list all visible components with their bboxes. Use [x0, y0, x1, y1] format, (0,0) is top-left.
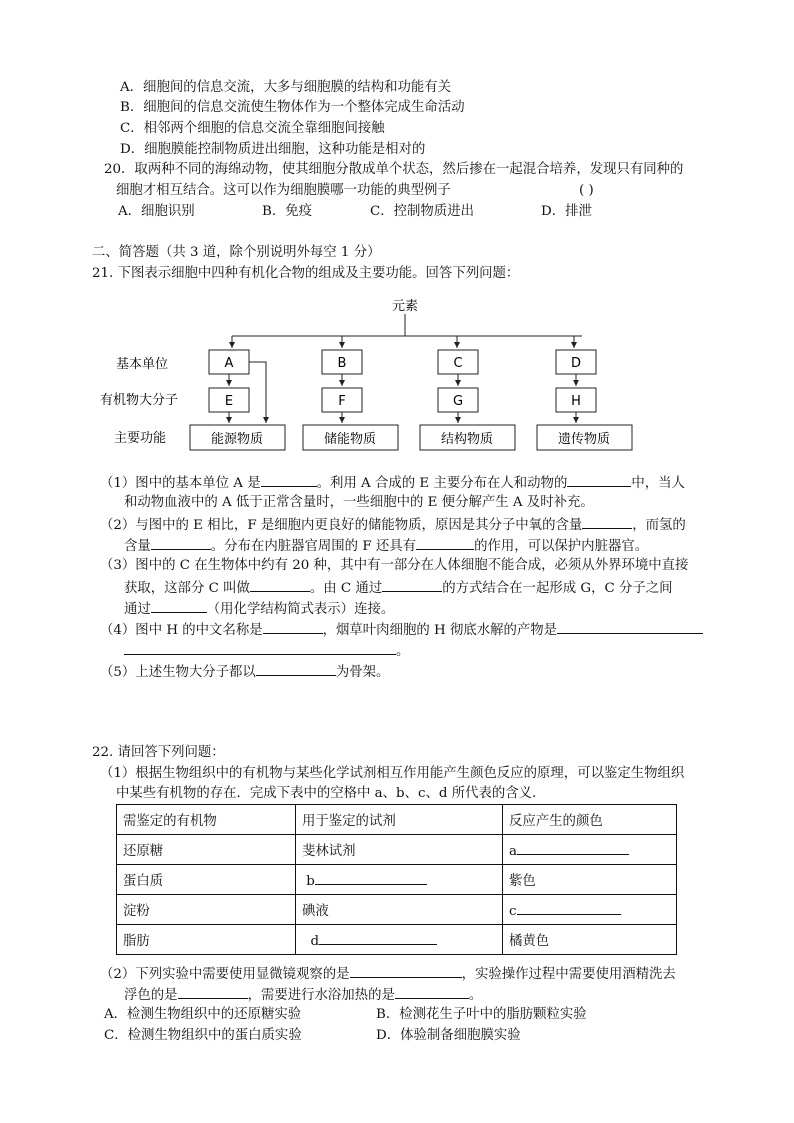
- q22-part2-line1: [100, 963, 676, 985]
- answer-blank-12[interactable]: [350, 963, 462, 978]
- q21-p4-text-b: ，烟草叶肉细胞的 H 彻底水解的产物是: [322, 623, 558, 638]
- answer-blank-d[interactable]: [319, 930, 437, 945]
- q22-option-a: A．检测生物组织中的还原糖实验: [104, 1007, 302, 1022]
- q22-part2-line2: [124, 984, 482, 1006]
- q20-answer-paren: ( ): [579, 183, 594, 198]
- q21-p3-text-b: 获取，这部分 C 叫做: [124, 581, 250, 596]
- q21-part3-line2: [124, 577, 673, 599]
- q21-p3-text-f: （用化学结构简式表示）连接。: [206, 602, 395, 617]
- blank-label-c: c: [509, 904, 517, 919]
- table-header-cell: 用于鉴定的试剂: [296, 805, 503, 835]
- q22-part1-line1: （1）根据生物组织中的有机物与某些化学试剂相互作用能产生颜色反应的原理，可以鉴定生物组织: [100, 766, 685, 781]
- answer-blank-8[interactable]: [151, 598, 207, 613]
- q21-p5-text-b: 为骨架。: [335, 665, 390, 680]
- answer-blank-5[interactable]: [416, 535, 474, 550]
- q22-p2-text-d: ，需要进行水浴加热的是: [247, 988, 395, 1003]
- q22-option-b: B．检测花生子叶中的脂肪颗粒实验: [376, 1007, 587, 1022]
- answer-blank-7[interactable]: [382, 577, 442, 592]
- q21-p1-text-a: （1）图中的基本单位 A 是: [100, 476, 261, 491]
- answer-blank-13[interactable]: [178, 984, 248, 999]
- answer-blank-b[interactable]: [315, 870, 427, 885]
- q20-stem-line2: 细胞才相互结合。这可以作为细胞膜哪一功能的典型例子: [116, 183, 451, 198]
- unit-b: B: [337, 356, 347, 371]
- q22-option-c: C．检测生物组织中的蛋白质实验: [104, 1028, 302, 1043]
- q21-part1-line2: 和动物血液中的 A 低于正常含量时，一些细胞中的 E 便分解产生 A 及时补充。: [124, 495, 594, 510]
- table-header-cell: 反应产生的颜色: [503, 805, 677, 835]
- row-label-function: 主要功能: [114, 431, 167, 446]
- answer-blank-10-cont[interactable]: [124, 640, 396, 655]
- table-cell: 还原糖: [117, 835, 296, 865]
- blank-label-a: a: [509, 844, 517, 859]
- table-header-cell: 需鉴定的有机物: [117, 805, 296, 835]
- table-row: [117, 895, 677, 925]
- answer-blank-9[interactable]: [263, 619, 323, 634]
- answer-blank-c[interactable]: [517, 900, 621, 915]
- answer-blank-14[interactable]: [395, 984, 469, 999]
- table-cell: 蛋白质: [117, 865, 296, 895]
- table-cell: 紫色: [503, 865, 677, 895]
- q21-p3-text-e: 通过: [124, 602, 151, 617]
- answer-blank-10[interactable]: [557, 619, 703, 634]
- table-cell-blank: [503, 835, 677, 865]
- q20-stem-line1: 20．取两种不同的海绵动物，使其细胞分散成单个状态，然后掺在一起混合培养，发现只有同种的: [104, 162, 684, 177]
- unit-d: D: [570, 356, 582, 371]
- function-storage: 储能物质: [323, 432, 377, 447]
- q21-p2-text-d: 。分布在内脏器官周围的 F 还具有: [210, 539, 417, 554]
- q21-p1-text-c: 中，当人: [631, 476, 685, 491]
- answer-blank-6[interactable]: [250, 577, 310, 592]
- q21-p2-text-e: 的作用，可以保护内脏器官。: [474, 539, 649, 554]
- table-cell: 橘黄色: [503, 925, 677, 955]
- function-structure: 结构物质: [440, 432, 494, 447]
- table-row: [117, 835, 677, 865]
- answer-blank-2[interactable]: [567, 472, 631, 487]
- q21-p2-text-a: （2）与图中的 E 相比，F 是细胞内更良好的储能物质，原因是其分子中氧的含量: [100, 518, 583, 533]
- answer-blank-11[interactable]: [256, 661, 336, 676]
- table-cell: 斐林试剂: [296, 835, 503, 865]
- q21-p4-text-a: （4）图中 H 的中文名称是: [100, 623, 263, 638]
- table-cell-blank: [503, 895, 677, 925]
- q22-part1-line2: 中某些有机物的存在．完成下表中的空格中 a、b、c、d 所代表的含义．: [116, 786, 546, 801]
- q21-p1-text-b: 。利用 A 合成的 E 主要分布在人和动物的: [316, 476, 568, 491]
- reagent-table: [116, 804, 677, 955]
- q22-p2-text-e: 。: [468, 988, 483, 1003]
- table-row: [117, 925, 677, 955]
- q21-part2-line1: [100, 514, 686, 536]
- answer-blank-4[interactable]: [151, 535, 211, 550]
- row-label-unit: 基本单位: [116, 357, 169, 372]
- function-genetic: 遗传物质: [557, 432, 611, 447]
- q20-option-a: A．细胞识别: [118, 204, 195, 219]
- compound-diagram: [100, 292, 640, 454]
- q22-p2-text-b: ，实验操作过程中需要使用酒精洗去: [461, 967, 676, 982]
- blank-label-d: d: [310, 934, 320, 949]
- q21-part3-line3: [124, 598, 394, 620]
- macro-e: E: [224, 394, 234, 409]
- answer-blank-a[interactable]: [517, 840, 629, 855]
- q22-option-d: D．体验制备细胞膜实验: [376, 1028, 521, 1043]
- table-cell-blank: [296, 865, 503, 895]
- q21-p3-text-d: 的方式结合在一起形成 G，C 分子之间: [442, 581, 673, 596]
- q21-part5: [100, 661, 389, 683]
- q19-option-d: D．细胞膜能控制物质进出细胞，这种功能是相对的: [120, 142, 426, 157]
- table-cell-blank: [296, 925, 503, 955]
- unit-a: A: [224, 356, 234, 371]
- table-cell: 碘液: [296, 895, 503, 925]
- diagram-top-label: 元素: [391, 299, 419, 314]
- q22-p2-text-c: 浮色的是: [124, 988, 178, 1003]
- q22-p2-text-a: （2）下列实验中需要使用显微镜观察的是: [100, 967, 350, 982]
- row-label-macromolecule: 有机物大分子: [100, 393, 179, 408]
- section-heading: 二、简答题（共 3 道，除个别说明外每空 1 分）: [92, 245, 381, 260]
- q19-option-c: C．相邻两个细胞的信息交流全靠细胞间接触: [120, 121, 385, 136]
- blank-label-b: b: [306, 874, 315, 889]
- q21-p5-text-a: （5）上述生物大分子都以: [100, 665, 256, 680]
- q21-stem: 21. 下图表示细胞中四种有机化合物的组成及主要功能。回答下列问题：: [92, 266, 520, 281]
- q21-part1-line1: [100, 472, 685, 494]
- answer-blank-3[interactable]: [582, 514, 632, 529]
- table-cell: 淀粉: [117, 895, 296, 925]
- q21-part2-line2: [124, 535, 648, 557]
- q21-p2-text-b: ，而氢的: [632, 518, 686, 533]
- q21-p3-text-c: 。由 C 通过: [309, 581, 383, 596]
- q22-stem: 22. 请回答下列问题：: [92, 745, 225, 760]
- unit-c: C: [453, 356, 463, 371]
- answer-blank-1[interactable]: [261, 472, 317, 487]
- q20-option-b: B．免疫: [262, 204, 313, 219]
- function-energy: 能源物质: [210, 432, 264, 447]
- macro-f: F: [338, 394, 346, 409]
- macro-h: H: [571, 394, 581, 409]
- q21-part4-line1: [100, 619, 703, 641]
- q21-p2-text-c: 含量: [124, 539, 151, 554]
- table-row: [117, 865, 677, 895]
- q21-p4-text-c: 。: [396, 644, 410, 659]
- q19-option-a: A．细胞间的信息交流，大多与细胞膜的结构和功能有关: [120, 80, 452, 95]
- q20-option-d: D．排泄: [541, 204, 592, 219]
- macro-g: G: [452, 394, 464, 409]
- table-header-row: [117, 805, 677, 835]
- q21-part4-line2: [124, 640, 409, 662]
- q21-part3-line1: （3）图中的 C 在生物体中约有 20 种，其中有一部分在人体细胞不能合成，必须从外界环境中直接: [100, 558, 689, 573]
- table-cell: 脂肪: [117, 925, 296, 955]
- q20-option-c: C．控制物质进出: [370, 204, 474, 219]
- q19-option-b: B．细胞间的信息交流使生物体作为一个整体完成生命活动: [120, 100, 465, 115]
